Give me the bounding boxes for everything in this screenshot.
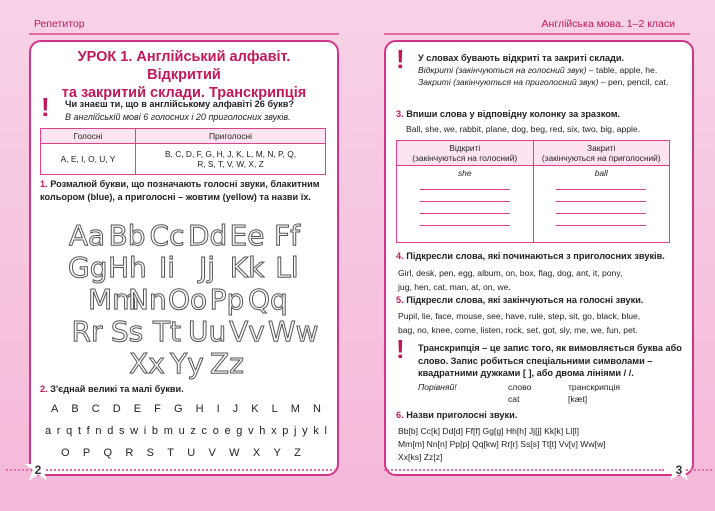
header-rule-right	[384, 33, 690, 35]
letter[interactable]: z	[190, 425, 196, 437]
letter[interactable]: e	[224, 425, 231, 437]
closed-header-line2: (закінчуються на приголосний)	[541, 153, 661, 163]
running-header-left: Репетитор	[34, 18, 85, 30]
letter[interactable]: c	[201, 425, 208, 437]
letter[interactable]: r	[56, 425, 61, 437]
letter[interactable]: O	[61, 447, 70, 459]
exclamation-icon: !	[396, 334, 405, 364]
letter[interactable]: g	[236, 425, 243, 437]
closed-syllable-note	[418, 76, 686, 88]
letter-pair[interactable]: Zz	[210, 347, 244, 380]
letter[interactable]: w	[130, 425, 139, 437]
letter-pair[interactable]: Mm	[88, 283, 140, 316]
open-syllable-note	[418, 64, 686, 76]
letter[interactable]: R	[125, 447, 134, 459]
letter-pair[interactable]: Ee	[229, 219, 265, 252]
letter[interactable]: M	[290, 403, 300, 415]
open-syllable-examples: – table, apple, he.	[586, 65, 658, 75]
task-4-line2: jug, hen, cat, man, at, on, we.	[398, 282, 511, 292]
header-rule-left	[29, 33, 339, 35]
lesson-title-line2: та закритий склади. Транскрипція	[61, 85, 307, 101]
transcription-rule: Транскрипція – це запис того, як вимовляється буква або слово. Запис робиться спеціальними символами – квадратними дужками [ ], або двома лініями / /.	[418, 343, 682, 378]
page-number-right	[664, 455, 694, 485]
letter[interactable]: t	[77, 425, 81, 437]
letter-pair[interactable]: Dd	[188, 219, 228, 252]
letter[interactable]: T	[167, 447, 174, 459]
letter-pair[interactable]: Uu	[188, 315, 227, 348]
letter-pair[interactable]: Kk	[229, 251, 265, 284]
task-5-line2: bag, no, knee, come, listen, rock, set, got, sly, me, we, fun, pet.	[398, 325, 638, 335]
letter-pair[interactable]: Oo	[168, 283, 208, 316]
letter[interactable]: q	[66, 425, 73, 437]
task-6	[396, 409, 517, 421]
consonants-line2: R, S, T, V, W, X, Z	[197, 159, 264, 169]
letter[interactable]: A	[51, 403, 59, 415]
page-left	[29, 40, 339, 476]
compare-col-word: слово	[508, 382, 532, 392]
letter[interactable]: X	[252, 447, 261, 459]
letter[interactable]: F	[154, 403, 161, 415]
letter[interactable]: B	[71, 403, 79, 415]
answer-line[interactable]	[556, 202, 646, 214]
compare-row	[418, 381, 688, 393]
letter-pair[interactable]: Qq	[248, 283, 288, 316]
task-5-number: 5.	[396, 295, 404, 305]
vowels-cell: A, E, I, O, U, Y	[41, 144, 136, 175]
letter[interactable]: H	[195, 403, 204, 415]
answer-line[interactable]	[420, 214, 510, 226]
letter-pair[interactable]: Bb	[108, 219, 146, 252]
open-column-cell	[397, 166, 534, 243]
lesson-title-line1: УРОК 1. Англійський алфавіт. Відкритий	[77, 49, 291, 83]
closed-syllable-examples: – pen, pencil, cat.	[598, 77, 669, 87]
task-1	[40, 178, 328, 203]
letter[interactable]: N	[313, 403, 321, 415]
dotted-border	[46, 469, 336, 471]
letter[interactable]: J	[232, 403, 239, 415]
alphabet-row	[55, 252, 319, 284]
letter[interactable]: a	[45, 425, 52, 437]
letter-pair[interactable]: Ll	[275, 251, 299, 284]
letter[interactable]: f	[86, 425, 90, 437]
letter[interactable]: P	[82, 447, 91, 459]
page-number-left-text: 2	[34, 463, 42, 477]
letter[interactable]: v	[248, 425, 254, 437]
letter[interactable]: p	[282, 425, 289, 437]
open-column-header	[397, 141, 534, 166]
page-number-left	[23, 455, 53, 485]
letter-pair[interactable]: Nn	[128, 283, 167, 316]
consonants-header: Приголосні	[136, 129, 326, 144]
task-1-text: Розмалюй букви, що позначають голосні звуки, блакитним кольором (blue), а приголосні – жовтим (yellow) та назви їх.	[40, 179, 320, 202]
task-4-words	[398, 266, 688, 294]
closed-syllable-label: Закриті (закінчуються на приголосний звук)	[418, 77, 599, 87]
answer-line[interactable]	[420, 190, 510, 202]
task-1-number: 1.	[40, 179, 48, 189]
answer-line[interactable]	[420, 178, 510, 190]
letter[interactable]: d	[107, 425, 114, 437]
task-5-words	[398, 309, 688, 337]
letter-pair[interactable]: Hh	[108, 251, 147, 284]
answer-line[interactable]	[556, 214, 646, 226]
letter[interactable]: i	[143, 425, 147, 437]
lowercase-row	[45, 425, 327, 437]
letter[interactable]: G	[173, 403, 183, 415]
closed-column-header	[533, 141, 670, 166]
closed-header-line1: Закриті	[587, 143, 616, 153]
letter-pair[interactable]: Vv	[229, 315, 265, 348]
task-3-text: Впиши слова у відповідну колонку за зразком.	[406, 109, 621, 119]
task-4-number: 4.	[396, 251, 404, 261]
letter-pair[interactable]: Jj	[198, 251, 216, 284]
letter[interactable]: Q	[103, 447, 113, 459]
task-2	[40, 383, 184, 395]
consonants-cell	[136, 144, 326, 175]
did-you-know-question: Чи знаєш ти, що в англійському алфавіті 26 букв?	[65, 99, 294, 109]
running-header-right: Англійська мова. 1–2 класи	[541, 18, 675, 30]
letter[interactable]: m	[163, 425, 173, 437]
letter[interactable]: L	[271, 403, 278, 415]
task-3-words: Ball, she, we, rabbit, plane, dog, beg, red, six, two, big, apple.	[406, 124, 641, 134]
letter[interactable]: K	[251, 403, 259, 415]
uppercase-row	[51, 403, 321, 415]
alphabet-row	[55, 316, 319, 348]
task-4	[396, 250, 665, 262]
letter-pair[interactable]: Yy	[170, 347, 204, 380]
letter[interactable]: h	[259, 425, 266, 437]
alphabet-row	[55, 284, 319, 316]
answer-line[interactable]	[556, 190, 646, 202]
letter[interactable]: u	[178, 425, 185, 437]
task-6-consonants	[398, 425, 688, 464]
task-3-number: 3.	[396, 109, 404, 119]
letter[interactable]: x	[271, 425, 277, 437]
answer-line[interactable]	[556, 178, 646, 190]
task-4-text: Підкресли слова, які починаються з приголосних звуків.	[406, 251, 665, 261]
page-number-right-text: 3	[675, 463, 683, 477]
letter[interactable]: s	[119, 425, 125, 437]
letter[interactable]: j	[294, 425, 297, 437]
open-header-line2: (закінчуються на голосний)	[412, 153, 518, 163]
task-5-text: Підкресли слова, які закінчуються на голосні звуки.	[406, 295, 644, 305]
syllable-sort-table	[396, 140, 670, 243]
open-header-line1: Відкриті	[449, 143, 481, 153]
closed-column-cell	[533, 166, 670, 243]
alphabet-row	[55, 220, 319, 252]
task-3	[396, 108, 620, 120]
letter[interactable]: Y	[273, 447, 281, 459]
letter-pair[interactable]: Rr	[71, 315, 103, 348]
task-2-text: З'єднай великі та малі букви.	[50, 384, 184, 394]
task-2-number: 2.	[40, 384, 48, 394]
closed-example-word: ball	[594, 168, 608, 178]
lesson-title	[39, 48, 329, 102]
task-5-line1: Pupil, lie, face, mouse, see, have, rule, step, sit, go, black, blue,	[398, 311, 641, 321]
letter[interactable]: b	[151, 425, 159, 437]
compare-label: Порівняй!	[418, 382, 457, 392]
letter-pair[interactable]: Cc	[149, 219, 185, 252]
letter-pair[interactable]: Aa	[68, 219, 106, 252]
task-5	[396, 294, 643, 306]
letter[interactable]: C	[91, 403, 100, 415]
task-6-line1: Bb[b] Cc[k] Dd[d] Ff[f] Gg[g] Hh[h] Jj[j] Kk[k] Ll[l]	[398, 426, 580, 436]
task-6-text: Назви приголосні звуки.	[406, 410, 518, 420]
letter-pair[interactable]: Ss	[110, 315, 144, 348]
letter[interactable]: D	[112, 403, 121, 415]
open-syllable-label: Відкриті (закінчуються на голосний звук)	[418, 65, 587, 75]
letter[interactable]: y	[302, 425, 308, 437]
letter-pair[interactable]: Xx	[129, 347, 165, 380]
task-6-line2: Mm[m] Nn[n] Pp[p] Qq[kw] Rr[r] Ss[s] Tt[t] Vv[v] Ww[w]	[398, 439, 606, 449]
letter[interactable]: k	[313, 425, 319, 437]
dotted-border	[384, 469, 664, 471]
letter-pair[interactable]: Ff	[274, 219, 300, 252]
outlined-alphabet	[55, 220, 319, 380]
task-6-line3: Xx[ks] Zz[z]	[398, 452, 443, 462]
compare-example	[508, 393, 688, 405]
letter[interactable]: E	[133, 403, 142, 415]
compare-transcription: [kæt]	[568, 394, 588, 404]
compare-col-transcription: транскрипція	[568, 382, 621, 392]
alphabet-row	[55, 348, 319, 380]
letter[interactable]: I	[216, 403, 220, 415]
letter[interactable]: o	[212, 425, 219, 437]
exclamation-icon: !	[41, 92, 50, 122]
answer-line[interactable]	[420, 202, 510, 214]
task-4-line1: Girl, desk, pen, egg, album, on, box, flag, dog, ant, it, pony,	[398, 268, 623, 278]
letter[interactable]: V	[208, 447, 216, 459]
letter[interactable]: S	[146, 447, 154, 459]
letter-pair[interactable]: Gg	[68, 251, 108, 284]
letter-pair[interactable]: Pp	[209, 283, 245, 316]
letter[interactable]: Z	[294, 447, 301, 459]
uppercase-row-2	[61, 447, 301, 459]
letter[interactable]: l	[324, 425, 327, 437]
syllables-rule: У словах бувають відкриті та закриті склади.	[418, 53, 625, 63]
compare-word: cat	[508, 394, 520, 404]
vowels-consonants-table	[40, 128, 326, 175]
vowels-header: Голосні	[41, 129, 136, 144]
letter-pair[interactable]: Ii	[158, 251, 176, 284]
exclamation-icon: !	[396, 44, 405, 74]
letter[interactable]: U	[187, 447, 196, 459]
did-you-know-fact: В англійській мові 6 голосних і 20 приголосних звуків.	[65, 112, 291, 122]
task-6-number: 6.	[396, 410, 404, 420]
consonants-line1: B, C, D, F, G, H, J, K, L, M, N, P, Q,	[164, 149, 297, 159]
letter[interactable]: W	[229, 447, 240, 459]
letter-pair[interactable]: Tt	[152, 315, 182, 348]
letter[interactable]: n	[95, 425, 102, 437]
page-right	[384, 40, 694, 476]
letter-pair[interactable]: Ww	[268, 315, 319, 348]
open-example-word: she	[457, 168, 472, 178]
